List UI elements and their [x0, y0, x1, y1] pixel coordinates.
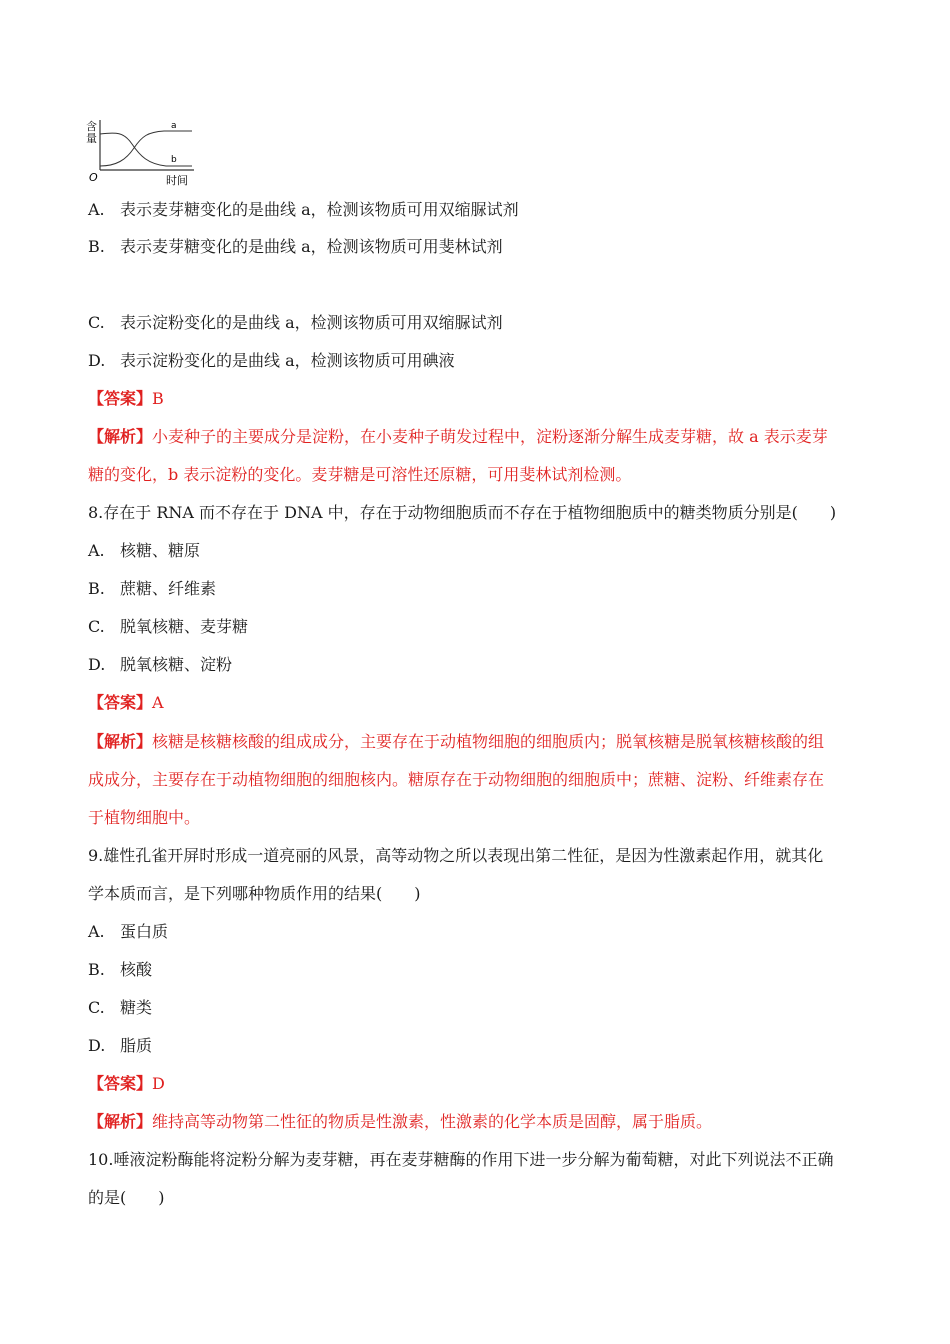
analysis-label: 【解析】	[88, 427, 153, 446]
option-text: 表示麦芽糖变化的是曲线 a，检测该物质可用双缩脲试剂	[120, 200, 519, 219]
option-text: 脱氧核糖、淀粉	[120, 655, 233, 674]
option-text: 核酸	[120, 960, 153, 979]
q8-option-b	[88, 579, 868, 599]
q7-option-a	[88, 200, 868, 220]
option-text: 脂质	[120, 1036, 153, 1055]
answer-label: 【答案】	[88, 1074, 153, 1093]
option-letter: D.	[88, 655, 106, 674]
q9-stem-line-1: 9.雄性孔雀开屏时形成一道亮丽的风景，高等动物之所以表现出第二性征，是因为性激素起作用，就其化	[88, 846, 824, 865]
answer-value: B	[152, 389, 164, 408]
y-axis-label-2: 量	[86, 132, 97, 145]
q7-option-b	[88, 237, 868, 257]
q8-option-a	[88, 541, 868, 561]
option-letter: D.	[88, 1036, 106, 1055]
q7-analysis-line-1	[88, 427, 868, 447]
q7-option-c	[88, 313, 868, 333]
option-letter: D.	[88, 351, 106, 370]
analysis-text: 小麦种子的主要成分是淀粉，在小麦种子萌发过程中，淀粉逐渐分解生成麦芽糖，故 a 表示麦芽	[152, 427, 828, 446]
answer-value: A	[152, 693, 164, 712]
answer-value: D	[152, 1074, 165, 1093]
option-text: 表示麦芽糖变化的是曲线 a，检测该物质可用斐林试剂	[120, 237, 503, 256]
option-text: 蔗糖、纤维素	[120, 579, 217, 598]
option-letter: B.	[88, 237, 105, 256]
q7-answer	[88, 389, 868, 409]
curve-b-label: b	[171, 155, 177, 165]
q8-stem: 8.存在于 RNA 而不存在于 DNA 中，存在于动物细胞质而不存在于植物细胞质中的糖类物质分别是( )	[88, 503, 837, 522]
q7-analysis-line-2: 糖的变化，b 表示淀粉的变化。麦芽糖是可溶性还原糖，可用斐林试剂检测。	[88, 465, 632, 484]
curve-b-line	[100, 133, 192, 166]
origin-label: O	[89, 171, 98, 184]
answer-label: 【答案】	[88, 389, 153, 408]
option-text: 表示淀粉变化的是曲线 a，检测该物质可用碘液	[120, 351, 455, 370]
q9-answer	[88, 1074, 868, 1094]
q8-answer	[88, 693, 868, 713]
x-axis-label: 时间	[166, 174, 188, 187]
answer-label: 【答案】	[88, 693, 153, 712]
curve-a-line	[100, 131, 192, 166]
q9-option-c	[88, 998, 868, 1018]
q7-option-d	[88, 351, 868, 371]
analysis-label: 【解析】	[88, 1112, 153, 1131]
q8-analysis-line-2: 成成分，主要存在于动植物细胞的细胞核内。糖原存在于动物细胞的细胞质中；蔗糖、淀粉、纤维素存在	[88, 770, 825, 789]
option-letter: B.	[88, 579, 105, 598]
graph-svg	[86, 114, 198, 188]
q8-option-c	[88, 617, 868, 637]
q9-option-b	[88, 960, 868, 980]
option-text: 蛋白质	[120, 922, 169, 941]
option-letter: C.	[88, 998, 105, 1017]
option-text: 脱氧核糖、麦芽糖	[120, 617, 249, 636]
q10-stem-line-2: 的是( )	[88, 1188, 165, 1207]
q8-analysis-line-3: 于植物细胞中。	[88, 808, 201, 827]
option-letter: A.	[88, 922, 105, 941]
q10-stem-line-1: 10.唾液淀粉酶能将淀粉分解为麦芽糖，再在麦芽糖酶的作用下进一步分解为葡萄糖，对此下列说法不正确	[88, 1150, 834, 1169]
q9-option-a	[88, 922, 868, 942]
option-text: 糖类	[120, 998, 153, 1017]
analysis-text: 核糖是核糖核酸的组成成分，主要存在于动植物细胞的细胞质内；脱氧核糖是脱氧核糖核酸的组	[152, 732, 825, 751]
option-text: 核糖、糖原	[120, 541, 201, 560]
y-axis-label-1: 含	[86, 120, 97, 133]
option-letter: C.	[88, 313, 105, 332]
analysis-label: 【解析】	[88, 732, 153, 751]
q9-analysis-line-1	[88, 1112, 868, 1132]
q8-analysis-line-1	[88, 732, 868, 752]
option-text: 表示淀粉变化的是曲线 a，检测该物质可用双缩脲试剂	[120, 313, 503, 332]
option-letter: B.	[88, 960, 105, 979]
q9-option-d	[88, 1036, 868, 1056]
option-letter: C.	[88, 617, 105, 636]
option-letter: A.	[88, 200, 105, 219]
q8-option-d	[88, 655, 868, 675]
content-time-graph	[86, 114, 198, 188]
curve-a-label: a	[171, 121, 177, 131]
analysis-text: 维持高等动物第二性征的物质是性激素，性激素的化学本质是固醇，属于脂质。	[152, 1112, 713, 1131]
option-letter: A.	[88, 541, 105, 560]
q9-stem-line-2: 学本质而言，是下列哪种物质作用的结果( )	[88, 884, 421, 903]
